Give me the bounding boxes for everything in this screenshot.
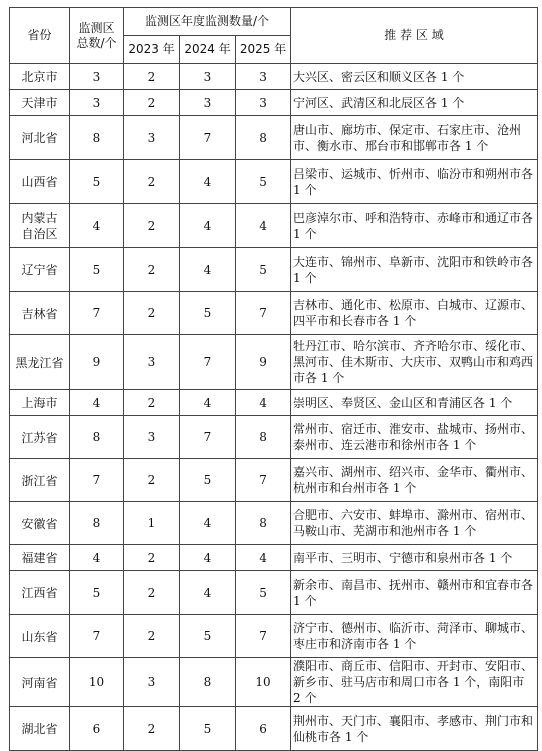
province-cell: 北京市 xyxy=(10,64,70,90)
total-cell: 6 xyxy=(70,707,124,751)
region-cell: 合肥市、六安市、蚌埠市、滁州市、宿州市、马鞍山市、芜湖市和池州市各 1 个 xyxy=(291,502,538,545)
count-2025-cell: 3 xyxy=(236,90,291,116)
region-cell: 南平市、三明市、宁德市和泉州市各 1 个 xyxy=(291,545,538,571)
count-2024-cell: 7 xyxy=(180,416,236,459)
province-cell: 福建省 xyxy=(10,545,70,571)
count-2025-cell: 8 xyxy=(236,116,291,160)
table-row xyxy=(10,390,538,416)
total-cell: 4 xyxy=(70,390,124,416)
count-2025-cell: 7 xyxy=(236,459,291,502)
total-cell: 5 xyxy=(70,160,124,204)
province-cell: 黑龙江省 xyxy=(10,335,70,390)
count-2023-cell: 3 xyxy=(124,658,180,707)
region-cell: 荆州市、天门市、襄阳市、孝感市、荆门市和仙桃市各 1 个 xyxy=(291,707,538,751)
count-2024-cell: 5 xyxy=(180,459,236,502)
table-row xyxy=(10,248,538,292)
province-cell: 江苏省 xyxy=(10,416,70,459)
count-2023-cell: 2 xyxy=(124,90,180,116)
total-cell: 10 xyxy=(70,658,124,707)
total-cell: 3 xyxy=(70,64,124,90)
count-2023-cell: 3 xyxy=(124,116,180,160)
total-cell: 3 xyxy=(70,90,124,116)
table-row xyxy=(10,545,538,571)
count-2023-cell: 2 xyxy=(124,64,180,90)
count-2024-cell: 5 xyxy=(180,707,236,751)
count-2025-cell: 5 xyxy=(236,160,291,204)
header-annual: 监测区年度监测数量/个 xyxy=(124,8,291,36)
region-cell: 济宁市、德州市、临沂市、菏泽市、聊城市、枣庄市和济南市各 1 个 xyxy=(291,615,538,658)
count-2023-cell: 2 xyxy=(124,545,180,571)
region-cell: 大连市、锦州市、阜新市、沈阳市和铁岭市各 1 个 xyxy=(291,248,538,292)
table-row xyxy=(10,459,538,502)
table-row xyxy=(10,502,538,545)
table-row xyxy=(10,707,538,751)
count-2024-cell: 7 xyxy=(180,335,236,390)
count-2025-cell: 4 xyxy=(236,204,291,248)
province-cell: 天津市 xyxy=(10,90,70,116)
header-2023: 2023 年 xyxy=(124,36,180,64)
region-cell: 牡丹江市、哈尔滨市、齐齐哈尔市、绥化市、黑河市、佳木斯市、大庆市、双鸭山市和鸡西市各 1 个 xyxy=(291,335,538,390)
count-2024-cell: 5 xyxy=(180,615,236,658)
province-cell: 辽宁省 xyxy=(10,248,70,292)
count-2025-cell: 3 xyxy=(236,64,291,90)
count-2025-cell: 5 xyxy=(236,248,291,292)
count-2023-cell: 2 xyxy=(124,390,180,416)
province-cell: 上海市 xyxy=(10,390,70,416)
region-cell: 新余市、南昌市、抚州市、赣州市和宜春市各 1 个 xyxy=(291,571,538,615)
province-cell: 河南省 xyxy=(10,658,70,707)
count-2023-cell: 2 xyxy=(124,160,180,204)
count-2025-cell: 8 xyxy=(236,502,291,545)
monitoring-table xyxy=(9,7,538,751)
total-cell: 4 xyxy=(70,204,124,248)
province-cell: 安徽省 xyxy=(10,502,70,545)
count-2025-cell: 4 xyxy=(236,390,291,416)
province-cell: 吉林省 xyxy=(10,292,70,335)
province-cell: 河北省 xyxy=(10,116,70,160)
total-cell: 8 xyxy=(70,116,124,160)
count-2023-cell: 2 xyxy=(124,615,180,658)
province-cell: 山西省 xyxy=(10,160,70,204)
region-cell: 濮阳市、商丘市、信阳市、开封市、安阳市、新乡市、驻马店市和周口市各 1 个，南阳市 2 个 xyxy=(291,658,538,707)
count-2025-cell: 4 xyxy=(236,545,291,571)
total-cell: 9 xyxy=(70,335,124,390)
count-2024-cell: 8 xyxy=(180,658,236,707)
region-cell: 崇明区、奉贤区、金山区和青浦区各 1 个 xyxy=(291,390,538,416)
table-row xyxy=(10,160,538,204)
region-cell: 唐山市、廊坊市、保定市、石家庄市、沧州市、衡水市、邢台市和邯郸市各 1 个 xyxy=(291,116,538,160)
region-cell: 宁河区、武清区和北辰区各 1 个 xyxy=(291,90,538,116)
region-cell: 吕梁市、运城市、忻州市、临汾市和朔州市各 1 个 xyxy=(291,160,538,204)
count-2024-cell: 5 xyxy=(180,292,236,335)
count-2023-cell: 3 xyxy=(124,335,180,390)
table-row xyxy=(10,204,538,248)
count-2024-cell: 3 xyxy=(180,64,236,90)
province-cell: 内蒙古 自治区 xyxy=(10,204,70,248)
count-2023-cell: 3 xyxy=(124,416,180,459)
count-2024-cell: 4 xyxy=(180,204,236,248)
count-2025-cell: 7 xyxy=(236,615,291,658)
table-row xyxy=(10,416,538,459)
region-cell: 大兴区、密云区和顺义区各 1 个 xyxy=(291,64,538,90)
region-cell: 常州市、宿迁市、淮安市、盐城市、扬州市、泰州市、连云港市和徐州市各 1 个 xyxy=(291,416,538,459)
count-2025-cell: 9 xyxy=(236,335,291,390)
count-2025-cell: 6 xyxy=(236,707,291,751)
table-row xyxy=(10,658,538,707)
province-cell: 湖北省 xyxy=(10,707,70,751)
total-cell: 5 xyxy=(70,248,124,292)
header-2024: 2024 年 xyxy=(180,36,236,64)
total-cell: 8 xyxy=(70,416,124,459)
count-2025-cell: 10 xyxy=(236,658,291,707)
header-province: 省份 xyxy=(10,8,70,64)
count-2024-cell: 4 xyxy=(180,248,236,292)
province-cell: 浙江省 xyxy=(10,459,70,502)
province-cell: 山东省 xyxy=(10,615,70,658)
count-2025-cell: 7 xyxy=(236,292,291,335)
total-cell: 7 xyxy=(70,615,124,658)
table-row xyxy=(10,64,538,90)
header-total: 监测区 总数/个 xyxy=(70,8,124,64)
count-2023-cell: 2 xyxy=(124,248,180,292)
count-2024-cell: 4 xyxy=(180,545,236,571)
table-row xyxy=(10,615,538,658)
table-row xyxy=(10,116,538,160)
count-2023-cell: 2 xyxy=(124,707,180,751)
count-2023-cell: 2 xyxy=(124,204,180,248)
total-cell: 7 xyxy=(70,292,124,335)
count-2023-cell: 2 xyxy=(124,292,180,335)
region-cell: 巴彦淖尔市、呼和浩特市、赤峰市和通辽市各 1 个 xyxy=(291,204,538,248)
count-2025-cell: 8 xyxy=(236,416,291,459)
total-cell: 8 xyxy=(70,502,124,545)
province-cell: 江西省 xyxy=(10,571,70,615)
region-cell: 嘉兴市、湖州市、绍兴市、金华市、衢州市、杭州市和台州市各 1 个 xyxy=(291,459,538,502)
table-row xyxy=(10,90,538,116)
count-2024-cell: 4 xyxy=(180,571,236,615)
count-2023-cell: 2 xyxy=(124,459,180,502)
count-2024-cell: 7 xyxy=(180,116,236,160)
table-row xyxy=(10,335,538,390)
count-2024-cell: 4 xyxy=(180,502,236,545)
count-2025-cell: 5 xyxy=(236,571,291,615)
table-row xyxy=(10,571,538,615)
total-cell: 5 xyxy=(70,571,124,615)
total-cell: 4 xyxy=(70,545,124,571)
total-cell: 7 xyxy=(70,459,124,502)
count-2024-cell: 4 xyxy=(180,160,236,204)
count-2024-cell: 4 xyxy=(180,390,236,416)
header-region: 推 荐 区 域 xyxy=(291,8,538,64)
count-2024-cell: 3 xyxy=(180,90,236,116)
count-2023-cell: 2 xyxy=(124,571,180,615)
count-2023-cell: 1 xyxy=(124,502,180,545)
table-row xyxy=(10,292,538,335)
region-cell: 吉林市、通化市、松原市、白城市、辽源市、四平市和长春市各 1 个 xyxy=(291,292,538,335)
header-2025: 2025 年 xyxy=(236,36,291,64)
